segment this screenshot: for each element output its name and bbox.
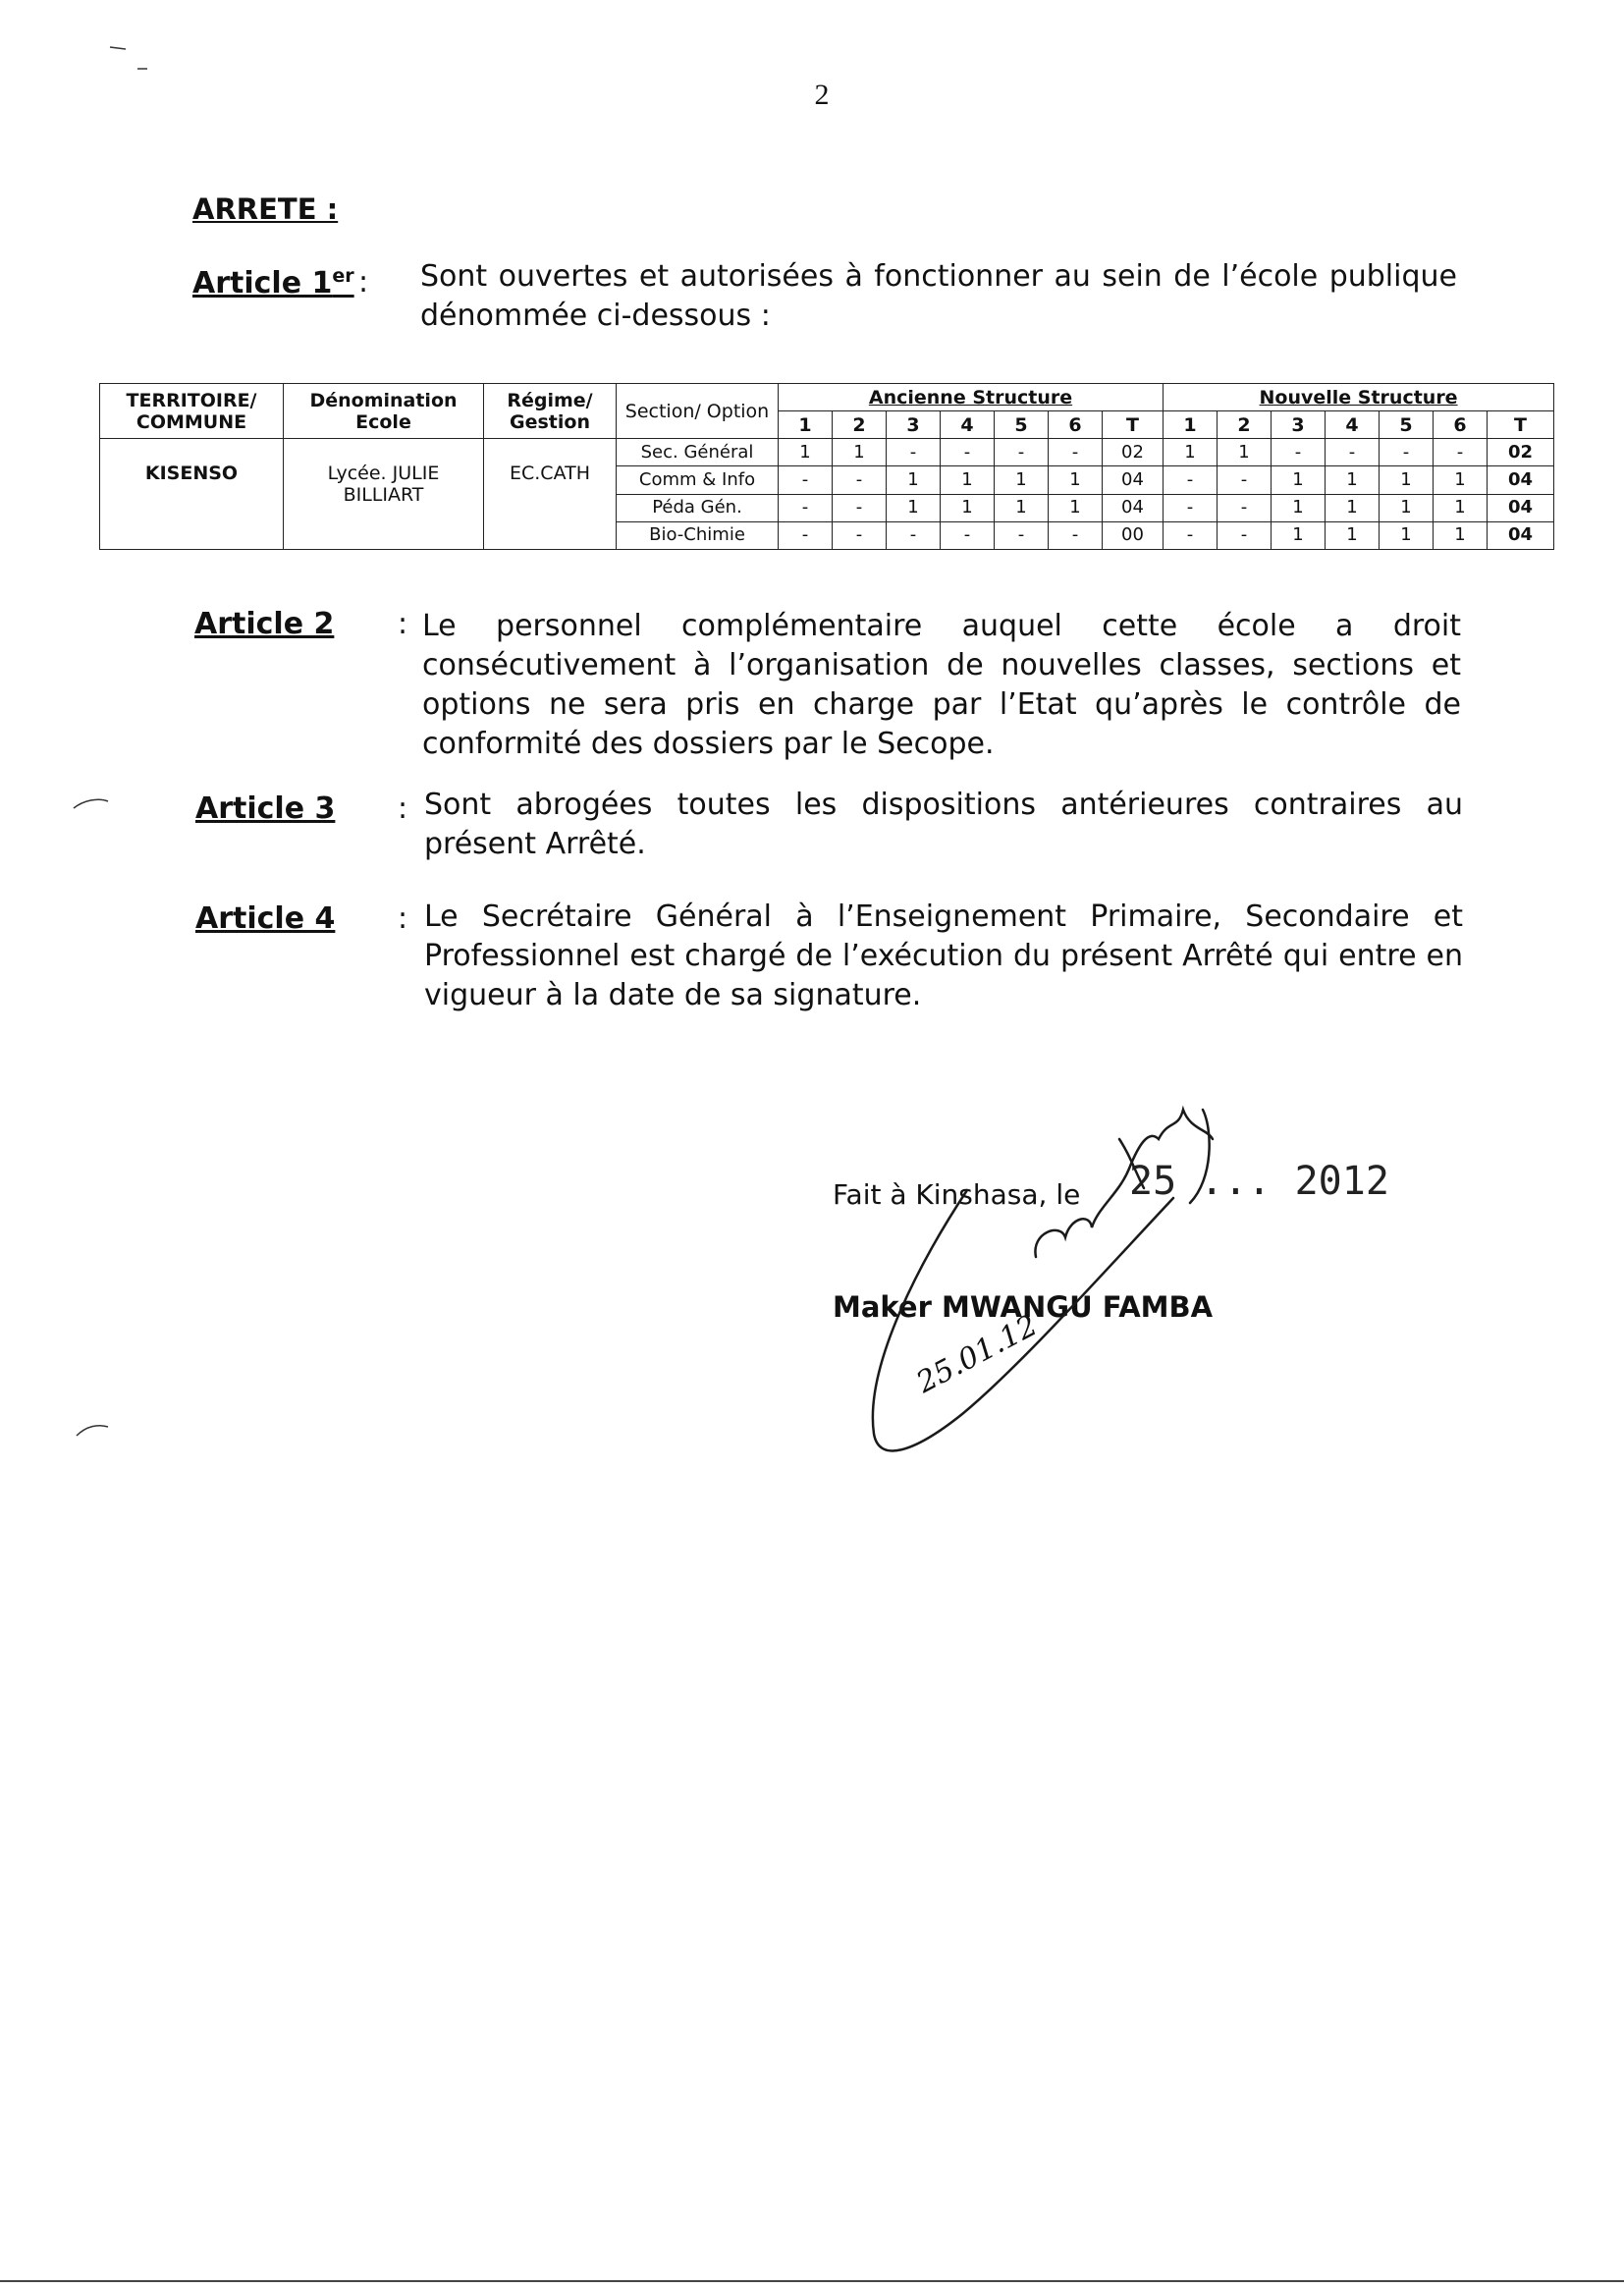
cell-ancienne: - — [995, 439, 1049, 466]
cell-ancienne: - — [995, 521, 1049, 549]
article-3-separator: : — [398, 791, 408, 826]
cell-ancienne: 1 — [941, 494, 995, 521]
cell-nouvelle: 1 — [1434, 521, 1488, 549]
cell-option: Comm & Info — [617, 466, 779, 494]
cell-nouvelle-total: 04 — [1488, 494, 1554, 521]
article-4-text: Le Secrétaire Général à l’Enseignement Primaire, Secondaire et Professionnel est chargé de l’exécution du présent Arrêté qui entre en vigueur à la date de sa signature. — [424, 899, 1463, 1012]
cell-nouvelle: 1 — [1380, 466, 1434, 494]
header-nouvelle-col: T — [1488, 411, 1554, 439]
header-nouvelle-col: 1 — [1164, 411, 1218, 439]
handwritten-date: 25.01.12 — [911, 1308, 1044, 1400]
page-bottom-rule — [0, 2280, 1624, 2282]
header-nouvelle-col: 2 — [1218, 411, 1272, 439]
header-ancienne-col: 3 — [887, 411, 941, 439]
article-4-separator: : — [398, 901, 408, 936]
article-2-text: Le personnel complémentaire auquel cette école a droit consécutivement à l’organisation de nouvelles classes, sections et options ne sera pris en charge par l’Etat qu’après le contrôle de conformité des dossiers par le Secope. — [422, 609, 1461, 761]
cell-nouvelle: - — [1164, 494, 1218, 521]
cell-nouvelle: 1 — [1434, 466, 1488, 494]
cell-nouvelle-total: 04 — [1488, 521, 1554, 549]
stamp-date: 25 ... 2012 — [1129, 1159, 1389, 1204]
cell-nouvelle: 1 — [1272, 521, 1326, 549]
cell-ancienne: 1 — [779, 439, 833, 466]
cell-ancienne: - — [833, 521, 887, 549]
cell-ancienne: 1 — [1049, 466, 1103, 494]
cell-nouvelle-total: 04 — [1488, 466, 1554, 494]
cell-nouvelle: 1 — [1272, 466, 1326, 494]
cell-ancienne: - — [779, 521, 833, 549]
cell-ancienne: - — [941, 521, 995, 549]
header-section: Section/ Option — [617, 384, 779, 439]
cell-option: Péda Gén. — [617, 494, 779, 521]
header-nouvelle-col: 5 — [1380, 411, 1434, 439]
cell-ancienne: - — [779, 494, 833, 521]
signatory-name: Maker MWANGU FAMBA — [833, 1290, 1214, 1324]
page-number: 2 — [814, 79, 830, 111]
header-nouvelle-col: 3 — [1272, 411, 1326, 439]
article-2-label: Article 2 — [194, 607, 335, 641]
article-3-label: Article 3 — [195, 791, 336, 826]
header-ancienne-col: 1 — [779, 411, 833, 439]
header-denomination: Dénomination Ecole — [284, 384, 484, 439]
signature-scribble — [1035, 1110, 1213, 1257]
cell-ancienne: - — [779, 466, 833, 494]
cell-nouvelle: - — [1218, 521, 1272, 549]
header-territoire: TERRITOIRE/ COMMUNE — [100, 384, 284, 439]
article-1-text: Sont ouvertes et autorisées à fonctionner au sein de l’école publique dénommée ci-dessous : — [420, 259, 1457, 333]
cell-nouvelle: 1 — [1164, 439, 1218, 466]
margin-mark — [77, 1426, 108, 1436]
cell-nouvelle: 1 — [1218, 439, 1272, 466]
header-nouvelle-structure: Nouvelle Structure — [1164, 384, 1554, 411]
cell-nouvelle: 1 — [1380, 494, 1434, 521]
article-3-text: Sont abrogées toutes les dispositions antérieures contraires au présent Arrêté. — [424, 788, 1463, 861]
header-ancienne-structure: Ancienne Structure — [779, 384, 1164, 411]
header-ancienne-col: 5 — [995, 411, 1049, 439]
margin-mark — [110, 47, 126, 49]
article-1-label-text: Article 1 — [192, 266, 333, 300]
article-4-label: Article 4 — [195, 901, 336, 936]
cell-ancienne: - — [833, 494, 887, 521]
cell-nouvelle-total: 02 — [1488, 439, 1554, 466]
cell-ancienne-total: 04 — [1103, 494, 1164, 521]
cell-ancienne: - — [1049, 521, 1103, 549]
cell-ancienne: 1 — [833, 439, 887, 466]
cell-ancienne-total: 04 — [1103, 466, 1164, 494]
cell-nouvelle: 1 — [1326, 521, 1380, 549]
decree-heading: ARRETE : — [192, 192, 339, 226]
article-1-separator: : — [358, 265, 369, 300]
cell-ancienne: 1 — [995, 466, 1049, 494]
cell-nouvelle: 1 — [1326, 466, 1380, 494]
cell-ancienne: 1 — [1049, 494, 1103, 521]
article-1-label-sup: er — [332, 265, 354, 287]
cell-ancienne: 1 — [887, 494, 941, 521]
cell-ancienne: 1 — [887, 466, 941, 494]
header-ancienne-col: 2 — [833, 411, 887, 439]
cell-ancienne: - — [887, 521, 941, 549]
cell-ancienne: - — [833, 466, 887, 494]
header-ancienne-col: 6 — [1049, 411, 1103, 439]
cell-ancienne: 1 — [941, 466, 995, 494]
cell-ancienne: - — [941, 439, 995, 466]
cell-ancienne: - — [887, 439, 941, 466]
header-nouvelle-col: 4 — [1326, 411, 1380, 439]
cell-ecole: Lycée. JULIE BILLIART — [284, 439, 484, 550]
article-2-separator: : — [398, 607, 408, 641]
cell-territoire: KISENSO — [100, 439, 284, 550]
cell-nouvelle: 1 — [1326, 494, 1380, 521]
cell-option: Sec. Général — [617, 439, 779, 466]
header-ancienne-col: T — [1103, 411, 1164, 439]
header-nouvelle-col: 6 — [1434, 411, 1488, 439]
cell-nouvelle: - — [1326, 439, 1380, 466]
cell-regime: EC.CATH — [484, 439, 617, 550]
cell-nouvelle: - — [1218, 466, 1272, 494]
cell-nouvelle: 1 — [1380, 521, 1434, 549]
margin-mark — [74, 799, 108, 808]
cell-nouvelle: - — [1434, 439, 1488, 466]
cell-nouvelle: - — [1272, 439, 1326, 466]
cell-nouvelle: 1 — [1272, 494, 1326, 521]
cell-nouvelle: - — [1218, 494, 1272, 521]
signature-place-line: Fait à Kinshasa, le — [833, 1178, 1081, 1211]
cell-option: Bio-Chimie — [617, 521, 779, 549]
cell-nouvelle: - — [1164, 521, 1218, 549]
cell-ancienne: - — [1049, 439, 1103, 466]
header-ancienne-col: 4 — [941, 411, 995, 439]
header-regime: Régime/ Gestion — [484, 384, 617, 439]
cell-ancienne-total: 00 — [1103, 521, 1164, 549]
cell-nouvelle: - — [1164, 466, 1218, 494]
cell-ancienne: 1 — [995, 494, 1049, 521]
cell-ancienne-total: 02 — [1103, 439, 1164, 466]
cell-nouvelle: - — [1380, 439, 1434, 466]
cell-nouvelle: 1 — [1434, 494, 1488, 521]
